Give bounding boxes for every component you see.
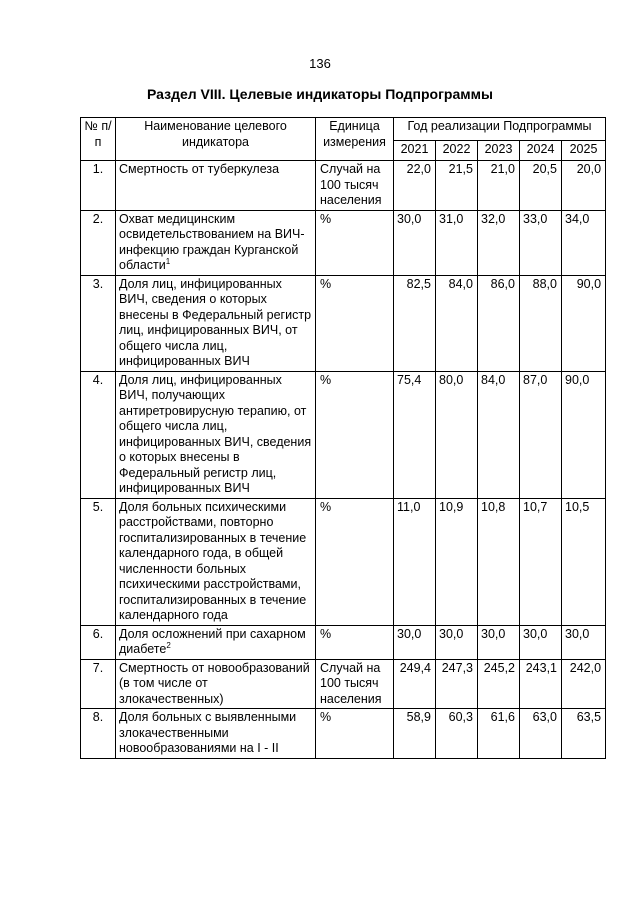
table-row <box>81 371 606 498</box>
unit-cell: % <box>316 709 394 759</box>
header-name: Наименование целевого индикатора <box>116 118 316 161</box>
header-year: 2022 <box>436 141 478 161</box>
indicator-name-cell <box>116 161 316 211</box>
value-cell: 10,7 <box>520 498 562 625</box>
value-cell: 60,3 <box>436 709 478 759</box>
indicator-name: Доля больных психическими расстройствами, повторно госпитализированных в течение календарного года, в общей численности больных психическими расстройствами, госпитализированных в течение календарного года <box>119 499 307 622</box>
indicator-name-cell <box>116 625 316 659</box>
indicator-name: Доля осложнений при сахарном диабете <box>119 626 306 656</box>
indicator-name-cell <box>116 371 316 498</box>
value-cell: 33,0 <box>520 210 562 275</box>
value-cell: 10,5 <box>562 498 606 625</box>
value-cell: 90,0 <box>562 275 606 371</box>
indicator-name-cell <box>116 659 316 709</box>
value-cell: 84,0 <box>478 371 520 498</box>
indicator-name: Смертность от туберкулеза <box>119 162 280 176</box>
table-row <box>81 210 606 275</box>
header-unit: Единица измерения <box>316 118 394 161</box>
table-row <box>81 275 606 371</box>
unit-cell: Случай на 100 тысяч населения <box>316 659 394 709</box>
value-cell: 30,0 <box>478 625 520 659</box>
header-year: 2023 <box>478 141 520 161</box>
row-number: 6. <box>81 625 116 659</box>
value-cell: 21,0 <box>478 161 520 211</box>
indicator-name-cell <box>116 210 316 275</box>
header-year: 2025 <box>562 141 606 161</box>
value-cell: 31,0 <box>436 210 478 275</box>
table-row <box>81 498 606 625</box>
value-cell: 22,0 <box>394 161 436 211</box>
row-number: 4. <box>81 371 116 498</box>
value-cell: 30,0 <box>562 625 606 659</box>
value-cell: 30,0 <box>394 625 436 659</box>
value-cell: 58,9 <box>394 709 436 759</box>
header-year: 2024 <box>520 141 562 161</box>
value-cell: 61,6 <box>478 709 520 759</box>
row-number: 7. <box>81 659 116 709</box>
row-number: 1. <box>81 161 116 211</box>
page-number: 136 <box>309 56 331 71</box>
indicator-name: Смертность от новообразований (в том числе от злокачественных) <box>119 660 310 706</box>
value-cell: 10,8 <box>478 498 520 625</box>
value-cell: 30,0 <box>520 625 562 659</box>
value-cell: 63,0 <box>520 709 562 759</box>
indicator-name-cell <box>116 498 316 625</box>
value-cell: 243,1 <box>520 659 562 709</box>
indicator-name: Доля больных с выявленными злокачественными новообразованиями на I - II <box>119 710 297 755</box>
value-cell: 90,0 <box>562 371 606 498</box>
value-cell: 11,0 <box>394 498 436 625</box>
table-row <box>81 659 606 709</box>
value-cell: 249,4 <box>394 659 436 709</box>
unit-cell: Случай на 100 тысяч населения <box>316 161 394 211</box>
table-row <box>81 625 606 659</box>
value-cell: 247,3 <box>436 659 478 709</box>
value-cell: 86,0 <box>478 275 520 371</box>
indicators-table <box>80 117 606 759</box>
value-cell: 30,0 <box>436 625 478 659</box>
value-cell: 21,5 <box>436 161 478 211</box>
table-row <box>81 161 606 211</box>
unit-cell: % <box>316 625 394 659</box>
row-number: 2. <box>81 210 116 275</box>
value-cell: 80,0 <box>436 371 478 498</box>
value-cell: 87,0 <box>520 371 562 498</box>
value-cell: 82,5 <box>394 275 436 371</box>
indicator-name: Доля лиц, инфицированных ВИЧ, получающих антиретровирусную терапию, от общего числа лиц, инфицированных ВИЧ, сведения о которых внесены в Федеральный регистр лиц, инфицированных ВИЧ <box>119 372 312 495</box>
value-cell: 20,0 <box>562 161 606 211</box>
footnote-marker: 2 <box>166 640 171 650</box>
value-cell: 75,4 <box>394 371 436 498</box>
footnote-marker: 1 <box>165 256 171 266</box>
indicator-name: Доля лиц, инфицированных ВИЧ, сведения о которых внесены в Федеральный регистр лиц, инфицированных ВИЧ, от общего числа лиц, инфицированных ВИЧ <box>119 276 312 368</box>
header-year: 2021 <box>394 141 436 161</box>
indicator-name-cell <box>116 709 316 759</box>
value-cell: 84,0 <box>436 275 478 371</box>
unit-cell: % <box>316 371 394 498</box>
value-cell: 245,2 <box>478 659 520 709</box>
value-cell: 34,0 <box>562 210 606 275</box>
row-number: 3. <box>81 275 116 371</box>
value-cell: 20,5 <box>520 161 562 211</box>
value-cell: 10,9 <box>436 498 478 625</box>
value-cell: 63,5 <box>562 709 606 759</box>
value-cell: 242,0 <box>562 659 606 709</box>
value-cell: 30,0 <box>394 210 436 275</box>
table-row <box>81 709 606 759</box>
header-num: № п/п <box>81 118 116 161</box>
value-cell: 32,0 <box>478 210 520 275</box>
header-years-group: Год реализации Подпрограммы <box>394 118 606 141</box>
row-number: 8. <box>81 709 116 759</box>
unit-cell: % <box>316 498 394 625</box>
indicator-name-cell <box>116 275 316 371</box>
row-number: 5. <box>81 498 116 625</box>
value-cell: 88,0 <box>520 275 562 371</box>
indicator-name: Охват медицинским освидетельствованием на ВИЧ-инфекцию граждан Курганской области <box>119 211 305 272</box>
unit-cell: % <box>316 210 394 275</box>
unit-cell: % <box>316 275 394 371</box>
section-title: Раздел VIII. Целевые индикаторы Подпрограммы <box>147 86 493 102</box>
